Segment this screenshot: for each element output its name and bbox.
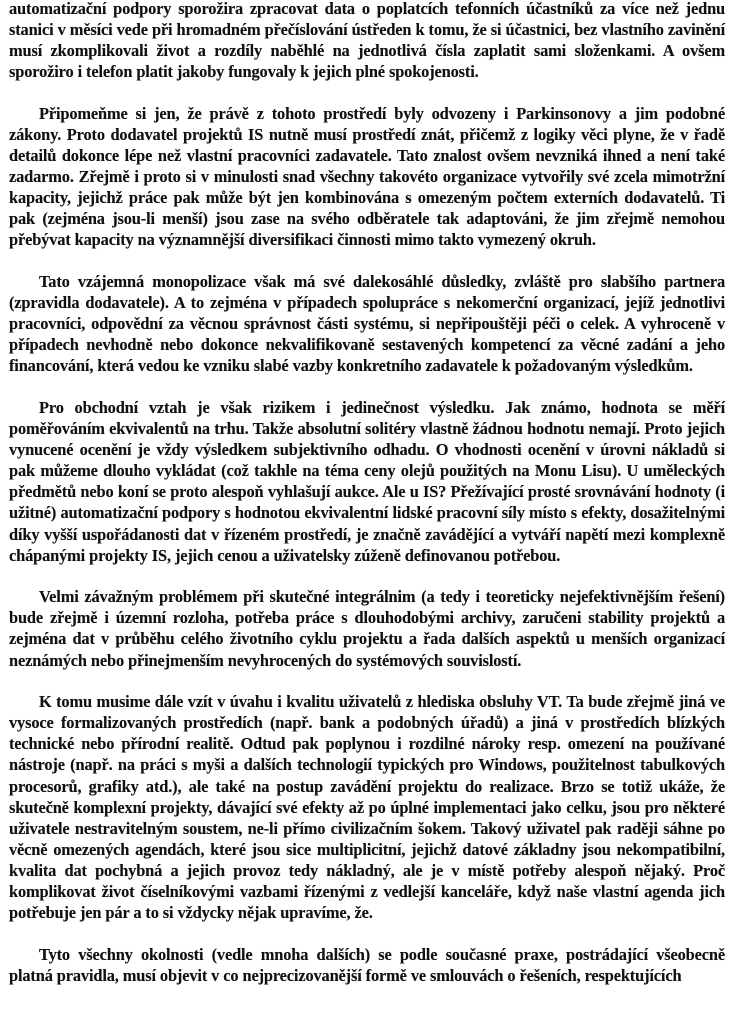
paragraph-1: automatizační podpory sporožira zpracovat data o poplatcích tefonních účastníků za více než jednu stanici v měsíci vede při hromadném přečíslování ústředen k tomu, že si účastnici, bez vlastního zavinění musí zkomplikovali život a rozdíly naběhlé na jednotlivá čísla zaplatit sami složenkami. A ovšem sporožiro i telefon platit jakoby fungovaly k jejich plné spokojenosti. [9, 0, 725, 82]
paragraph-5: Velmi závažným problémem při skutečné integrálnim (a tedy i teoreticky nejefektivnějším řešení) bude zřejmě i územní rozloha, potřeba práce s dlouhodobými archivy, zaručeni stability projektů a zejména dat v průběhu celého životního cyklu projektu a řada dalších aspektů u menších organizací neznámých nebo přinejmenším nevyhrocených do systémových souvislostí. [9, 587, 725, 670]
paragraph-7: Tyto všechny okolnosti (vedle mnoha dalších) se podle současné praxe, postrádající všeobecně platná pravidla, musí objevit v co nejprecizovanější formě ve smlouvách o řešeních, respektujících [9, 944, 725, 985]
paragraph-6: K tomu musime dále vzít v úvahu i kvalitu uživatelů z hlediska obsluhy VT. Ta bude zřejmě jiná ve vysoce formalizovaných prostředích (např. bank a podobných úřadů) a jiná v prostředích blízkých technické nebo přírodní realitě. Odtud pak poplynou i rozdilné nároky resp. omezení na používané nástroje (např. na práci s myši a dalších technologií typických pro Windows, použitelnost tabulkových procesorů, grafiky atd.), ale také na postup zavádění projektu do realizace. Brzo se totiž ukáže, že skutečně komplexní projekty, dávající své efekty až po úplné implementaci jako celku, jsou pro některé uživatele nestravitelným soustem, ne-li přímo civilizačním šokem. Takový uživatel pak raději sáhne po věcně omezených agendách, které jsou sice multiplicitní, jejichž datové základny jsou nekompatibilní, kvalita dat pochybná a jejich provoz tedy nákladný, ale je v místě potřeby alespoň nějaký. Proč komplikovat život číselníkovými vazbami řízenými z vedlejší kanceláře, když naše vlastní agenda jich potřebuje jen pár a to si vždycky nějak upravíme, že. [9, 692, 725, 923]
paragraph-3: Tato vzájemná monopolizace však má své dalekosáhlé důsledky, zvláště pro slabšího partnera (zpravidla dodavatele). A to zejména v případech spolupráce s nekomerční organizací, jejíž jednotlivi pracovníci, odpovědní za věcnou správnost části systému, si nepřipouštěji péči o celek. A vyhroceně v případech nevhodně nebo dokonce nekvalifikovaně sestavených kompetencí za věcné zadání a jeho financování, která vedou ke vzniku slabé vazby konkretního zadavatele k požadovaným výsledkům. [9, 272, 725, 376]
document-text-body [9, 0, 725, 986]
paragraph-2: Připomeňme si jen, že právě z tohoto prostředí byly odvozeny i Parkinsonovy a jim podobné zákony. Proto dodavatel projektů IS nutně musí prostředí znát, přičemž z logiky věci plyne, že v řadě detailů dokonce lépe než vlastní pracovníci zadavatele. Tato znalost ovšem nevzniká ihned a není také zadarmo. Zřejmě i proto si v minulosti snad všechny takovéto organizace vytvořily své zcela mimotržní kapacity, jejichž práce pak může být jen kombinována s omezeným počtem externích dodavatelů. Ti pak (zejména jsou-li menší) jsou zase na svého odběratele tak adaptováni, že jim zřejmě nemohou přebývat kapacity na významnější diversifikaci činnosti mimo takto vymezený okruh. [9, 103, 725, 250]
paragraph-4: Pro obchodní vztah je však rizikem i jedinečnost výsledku. Jak známo, hodnota se měří poměřováním ekvivalentů na trhu. Takže absolutní solitéry vlastně žádnou hodnotu nemají. Proto jejich vynucené ocenění je vždy výsledkem subjektivního odhadu. O vhodnosti ocenění v úrovni nákladů si pak můžeme dlouho vykládat (což takhle na téma ceny olejů použitých na Monu Lisu). U uměleckých předmětů nebo koní se proto alespoň vyhlašují aukce. Ale u IS? Přežívající prosté srovnávání hodnoty (i užitné) automatizační podpory s hodnotou ekvivalentní lidské pracovní síly místo s efekty, dosažitelnými díky vyšší uspořádanosti dat v řízeném prostředí, je značně zavádějící a vytváří napětí mezi komplexně chápanými projekty IS, jejich cenou a uživatelsky zúženě definovanou potřebou. [9, 398, 725, 565]
